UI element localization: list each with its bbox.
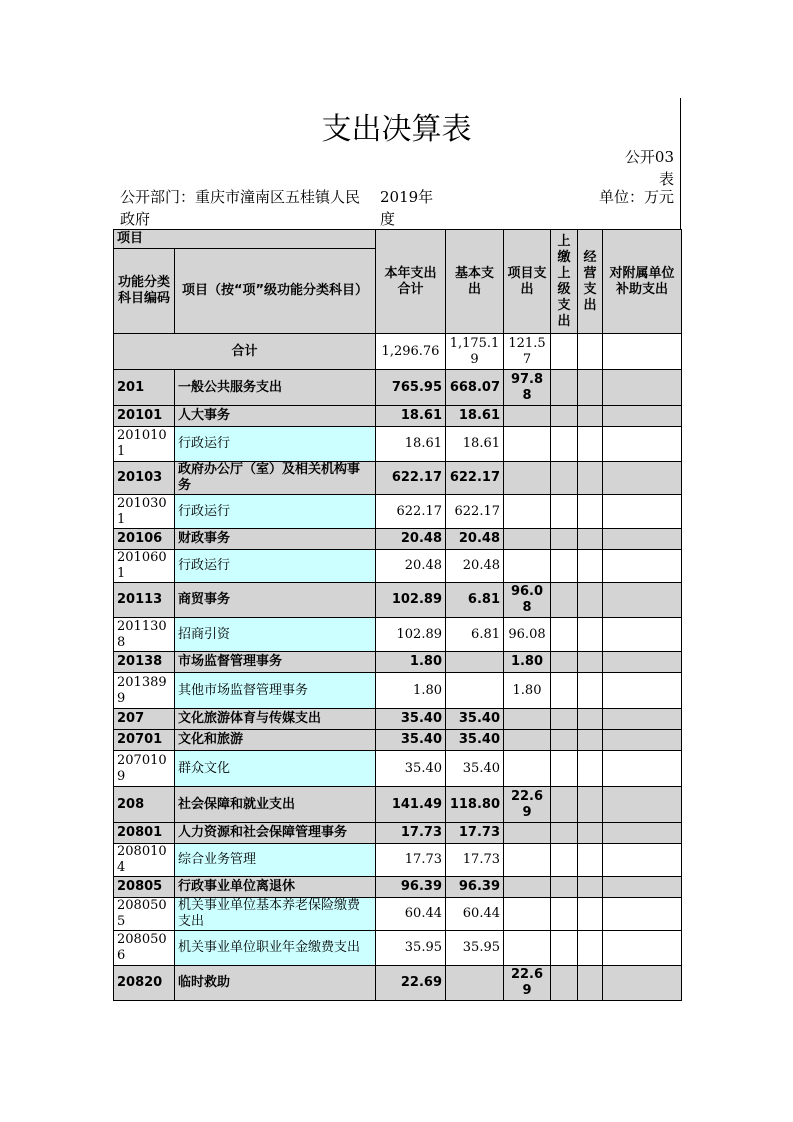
row-code: 2011308: [114, 618, 175, 652]
row-business: [578, 898, 603, 931]
header-project: 项目支出: [504, 230, 551, 334]
row-total: 20.48: [376, 529, 446, 550]
row-upper: [551, 529, 578, 550]
row-business: [578, 787, 603, 823]
row-project: 96.08: [504, 583, 551, 618]
row-upper: [551, 462, 578, 495]
header-total: 本年支出合计: [376, 230, 446, 334]
row-business: [578, 966, 603, 1001]
table-row: [114, 673, 682, 709]
table-row: [114, 751, 682, 787]
table-row: [114, 787, 682, 823]
row-subsidy: [603, 844, 682, 877]
row-code: 2010601: [114, 550, 175, 583]
table-row: [114, 966, 682, 1001]
row-subsidy: [603, 406, 682, 427]
row-project: 22.69: [504, 787, 551, 823]
row-subsidy: [603, 877, 682, 898]
row-upper: [551, 730, 578, 751]
row-total: 622.17: [376, 462, 446, 495]
row-basic: 668.07: [446, 370, 504, 406]
year-label: 2019年度: [380, 188, 434, 228]
row-code: 208: [114, 787, 175, 823]
row-name: 机关事业单位职业年金缴费支出: [175, 931, 376, 966]
table-row: [114, 406, 682, 427]
row-upper: [551, 550, 578, 583]
row-name: 临时救助: [175, 966, 376, 1001]
row-name: 社会保障和就业支出: [175, 787, 376, 823]
row-name: 文化旅游体育与传媒支出: [175, 709, 376, 730]
row-code: 2080505: [114, 898, 175, 931]
row-code: 2010101: [114, 427, 175, 462]
row-business: [578, 709, 603, 730]
row-project: [504, 427, 551, 462]
row-subsidy: [603, 652, 682, 673]
row-basic: 60.44: [446, 898, 504, 931]
row-basic: [446, 966, 504, 1001]
row-total: 765.95: [376, 370, 446, 406]
table-row: [114, 618, 682, 652]
row-basic: 17.73: [446, 823, 504, 844]
row-code: 20820: [114, 966, 175, 1001]
row-name: 行政运行: [175, 550, 376, 583]
row-code: 20801: [114, 823, 175, 844]
row-subsidy: [603, 966, 682, 1001]
row-total: 102.89: [376, 618, 446, 652]
table-row: [114, 583, 682, 618]
row-total: 622.17: [376, 495, 446, 529]
row-name: 综合业务管理: [175, 844, 376, 877]
row-basic: 622.17: [446, 462, 504, 495]
row-basic: 18.61: [446, 427, 504, 462]
header-basic: 基本支出: [446, 230, 504, 334]
row-subsidy: [603, 462, 682, 495]
table-row: [114, 730, 682, 751]
row-project: [504, 931, 551, 966]
row-basic: 6.81: [446, 583, 504, 618]
row-project: [504, 844, 551, 877]
row-project: 22.69: [504, 966, 551, 1001]
row-total: 102.89: [376, 583, 446, 618]
row-business: [578, 495, 603, 529]
row-code: 207: [114, 709, 175, 730]
sum-basic: 1,175.19: [446, 334, 504, 370]
row-subsidy: [603, 730, 682, 751]
row-upper: [551, 406, 578, 427]
row-subsidy: [603, 370, 682, 406]
row-business: [578, 427, 603, 462]
row-business: [578, 877, 603, 898]
row-code: 20103: [114, 462, 175, 495]
row-project: 1.80: [504, 652, 551, 673]
row-business: [578, 844, 603, 877]
row-project: [504, 495, 551, 529]
row-business: [578, 618, 603, 652]
row-code: 2070109: [114, 751, 175, 787]
row-total: 18.61: [376, 406, 446, 427]
header-business: 经营支出: [578, 230, 603, 334]
row-subsidy: [603, 550, 682, 583]
row-business: [578, 751, 603, 787]
row-business: [578, 730, 603, 751]
row-name: 一般公共服务支出: [175, 370, 376, 406]
table-row: [114, 877, 682, 898]
department-label: 公开部门：重庆市潼南区五桂镇人民政府: [120, 188, 361, 228]
table-row: [114, 495, 682, 529]
row-project: [504, 709, 551, 730]
row-code: 20138: [114, 652, 175, 673]
row-code: 20101: [114, 406, 175, 427]
row-total: 141.49: [376, 787, 446, 823]
row-total: 22.69: [376, 966, 446, 1001]
row-code: 2010301: [114, 495, 175, 529]
row-basic: 96.39: [446, 877, 504, 898]
row-upper: [551, 966, 578, 1001]
row-upper: [551, 427, 578, 462]
row-business: [578, 550, 603, 583]
row-business: [578, 823, 603, 844]
table-row: [114, 550, 682, 583]
row-total: 96.39: [376, 877, 446, 898]
row-name: 群众文化: [175, 751, 376, 787]
row-upper: [551, 844, 578, 877]
row-name: 招商引资: [175, 618, 376, 652]
row-basic: [446, 673, 504, 709]
page-title: 支出决算表: [321, 112, 472, 147]
row-name: 行政事业单位离退休: [175, 877, 376, 898]
row-subsidy: [603, 751, 682, 787]
row-upper: [551, 618, 578, 652]
row-subsidy: [603, 583, 682, 618]
row-name: 人大事务: [175, 406, 376, 427]
sum-project: 121.57: [504, 334, 551, 370]
row-project: 96.08: [504, 618, 551, 652]
row-business: [578, 406, 603, 427]
row-name: 行政运行: [175, 495, 376, 529]
table-row: [114, 529, 682, 550]
row-code: 20113: [114, 583, 175, 618]
row-project: [504, 529, 551, 550]
row-subsidy: [603, 898, 682, 931]
unit-label: 单位：万元: [598, 188, 674, 206]
row-business: [578, 673, 603, 709]
row-name: 商贸事务: [175, 583, 376, 618]
row-total: 35.40: [376, 709, 446, 730]
row-total: 17.73: [376, 823, 446, 844]
row-project: 97.88: [504, 370, 551, 406]
row-business: [578, 583, 603, 618]
row-name: 行政运行: [175, 427, 376, 462]
row-subsidy: [603, 931, 682, 966]
header-name: 项目（按“项”级功能分类科目）: [175, 249, 376, 334]
row-upper: [551, 709, 578, 730]
row-project: [504, 730, 551, 751]
row-upper: [551, 495, 578, 529]
row-code: 2013899: [114, 673, 175, 709]
row-total: 35.95: [376, 931, 446, 966]
expenditure-table: [113, 229, 682, 1001]
row-basic: 6.81: [446, 618, 504, 652]
sum-total: 1,296.76: [376, 334, 446, 370]
row-basic: 20.48: [446, 550, 504, 583]
row-total: 60.44: [376, 898, 446, 931]
row-total: 1.80: [376, 652, 446, 673]
sum-business: [578, 334, 603, 370]
sum-subsidy: [603, 334, 682, 370]
row-subsidy: [603, 823, 682, 844]
table-row: [114, 462, 682, 495]
header-upper: 上缴上级支出: [551, 230, 578, 334]
table-row: [114, 652, 682, 673]
row-basic: 18.61: [446, 406, 504, 427]
row-name: 机关事业单位基本养老保险缴费支出: [175, 898, 376, 931]
row-total: 20.48: [376, 550, 446, 583]
row-upper: [551, 751, 578, 787]
row-subsidy: [603, 709, 682, 730]
row-total: 1.80: [376, 673, 446, 709]
table-row: [114, 844, 682, 877]
sum-upper: [551, 334, 578, 370]
row-basic: 17.73: [446, 844, 504, 877]
row-upper: [551, 898, 578, 931]
row-code: 2080506: [114, 931, 175, 966]
row-business: [578, 370, 603, 406]
header-code: 功能分类科目编码: [114, 249, 175, 334]
header-subsidy: 对附属单位补助支出: [603, 230, 682, 334]
row-name: 人力资源和社会保障管理事务: [175, 823, 376, 844]
row-business: [578, 462, 603, 495]
row-upper: [551, 583, 578, 618]
row-basic: 118.80: [446, 787, 504, 823]
row-subsidy: [603, 427, 682, 462]
row-basic: [446, 652, 504, 673]
row-code: 201: [114, 370, 175, 406]
row-code: 20701: [114, 730, 175, 751]
row-basic: 35.40: [446, 709, 504, 730]
table-row: [114, 823, 682, 844]
table-row: [114, 370, 682, 406]
sum-label: 合计: [114, 334, 376, 370]
row-total: 35.40: [376, 730, 446, 751]
table-row: [114, 898, 682, 931]
row-upper: [551, 931, 578, 966]
row-project: [504, 550, 551, 583]
row-subsidy: [603, 787, 682, 823]
row-basic: 35.40: [446, 730, 504, 751]
row-business: [578, 931, 603, 966]
row-project: [504, 877, 551, 898]
row-upper: [551, 823, 578, 844]
row-project: [504, 898, 551, 931]
row-subsidy: [603, 618, 682, 652]
row-name: 文化和旅游: [175, 730, 376, 751]
row-code: 20805: [114, 877, 175, 898]
row-upper: [551, 673, 578, 709]
row-code: 2080104: [114, 844, 175, 877]
table-row: [114, 427, 682, 462]
row-basic: 20.48: [446, 529, 504, 550]
row-upper: [551, 370, 578, 406]
row-basic: 622.17: [446, 495, 504, 529]
row-upper: [551, 787, 578, 823]
row-name: 财政事务: [175, 529, 376, 550]
row-subsidy: [603, 673, 682, 709]
row-basic: 35.40: [446, 751, 504, 787]
row-name: 政府办公厅（室）及相关机构事务: [175, 462, 376, 495]
row-business: [578, 529, 603, 550]
row-project: 1.80: [504, 673, 551, 709]
row-name: 市场监督管理事务: [175, 652, 376, 673]
row-name: 其他市场监督管理事务: [175, 673, 376, 709]
row-code: 20106: [114, 529, 175, 550]
row-upper: [551, 652, 578, 673]
table-row: [114, 931, 682, 966]
form-number: 公开03表: [624, 148, 674, 188]
row-total: 18.61: [376, 427, 446, 462]
row-subsidy: [603, 495, 682, 529]
table-row: [114, 709, 682, 730]
row-upper: [551, 877, 578, 898]
row-project: [504, 406, 551, 427]
row-total: 35.40: [376, 751, 446, 787]
row-project: [504, 462, 551, 495]
header-item: 项目: [114, 230, 376, 249]
row-business: [578, 652, 603, 673]
row-project: [504, 823, 551, 844]
row-total: 17.73: [376, 844, 446, 877]
row-project: [504, 751, 551, 787]
row-subsidy: [603, 529, 682, 550]
row-basic: 35.95: [446, 931, 504, 966]
